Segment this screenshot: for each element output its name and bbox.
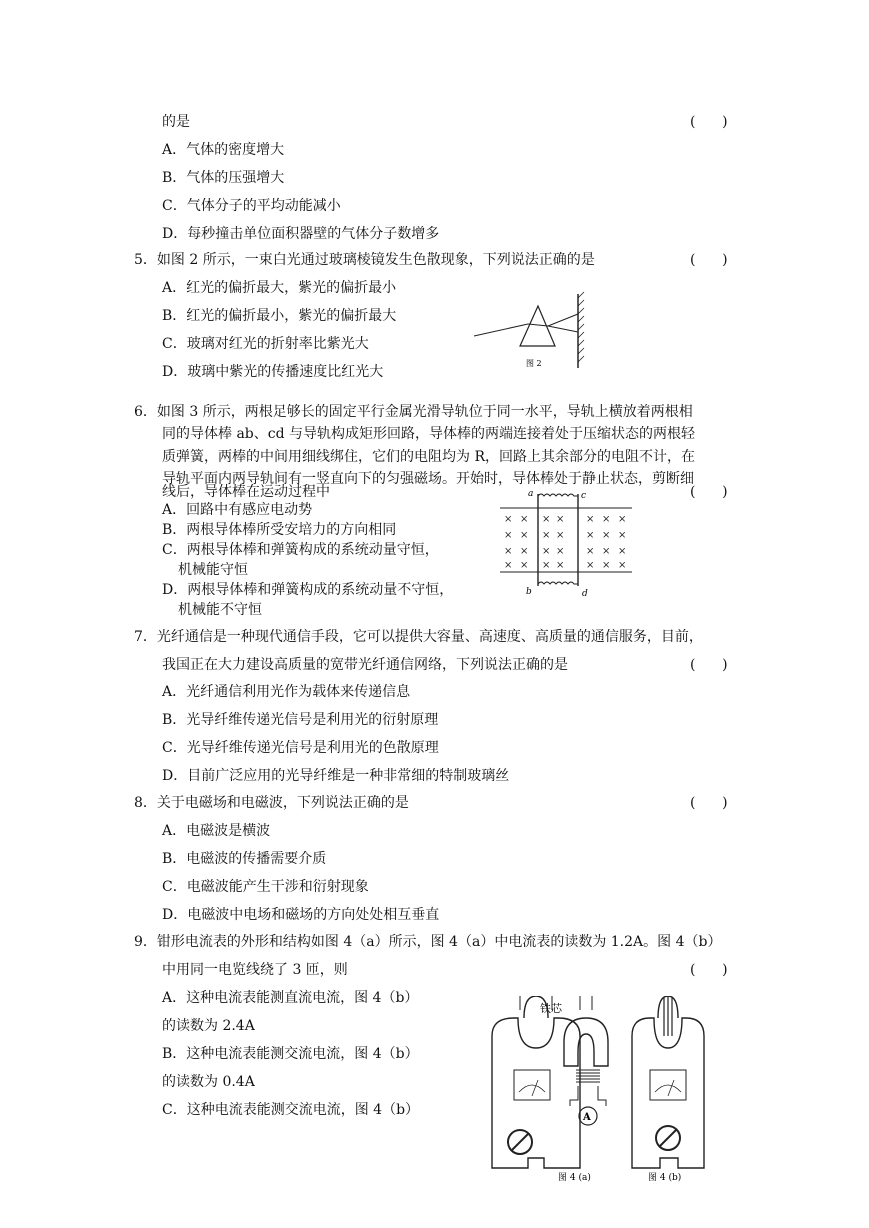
q9-stem-line-1: 9．钳形电流表的外形和结构如图 4（a）所示，图 4（a）中电流表的读数为 1.2A。图 4（b） (134, 934, 722, 950)
q9-option-b: B．这种电流表能测交流电流，图 4（b） (162, 1046, 419, 1062)
q7-stem-line-2: 我国正在大力建设高质量的宽带光纤通信网络，下列说法正确的是 (162, 657, 568, 673)
dispersed-ray-2 (548, 326, 578, 332)
svg-text:×: × (542, 546, 551, 557)
q6-option-c-cont: 机械能守恒 (178, 562, 248, 578)
svg-text:×: × (504, 514, 513, 525)
svg-text:×: × (556, 514, 565, 525)
q6-stem-line-3: 质弹簧，两棒的中间用细线绑住，它们的电阻均为 R，回路上其余部分的电阻不计，在 (162, 449, 695, 465)
q4-answer-paren: ( ) (690, 114, 728, 130)
figure-4a-caption: 图 4 (a) (558, 1173, 591, 1183)
q9-option-a-cont: 的读数为 2.4A (162, 1018, 255, 1034)
svg-text:×: × (602, 514, 611, 525)
label-d: d (582, 589, 588, 599)
figure-4b-caption: 图 4 (b) (648, 1173, 682, 1183)
q9-option-a: A．这种电流表能测直流电流，图 4（b） (162, 990, 419, 1006)
prism-dispersion-figure (470, 288, 600, 372)
q7-answer-paren: ( ) (690, 657, 728, 673)
q9-option-c: C．这种电流表能测交流电流，图 4（b） (162, 1102, 420, 1118)
q5-option-a: A．红光的偏折最大，紫光的偏折最小 (162, 280, 397, 296)
q6-option-d-cont: 机械能不守恒 (178, 602, 262, 618)
upper-spring (538, 494, 578, 496)
svg-text:×: × (586, 530, 595, 541)
iron-core-label: 铁芯 (540, 1002, 562, 1015)
three-turn-cable (664, 996, 672, 1036)
q5-option-d: D．玻璃中紫光的传播速度比红光大 (162, 364, 384, 380)
clamp-ammeter-figure (482, 996, 712, 1186)
q7-option-b: B．光导纤维传递光信号是利用光的衍射原理 (162, 712, 439, 728)
q8-option-b: B．电磁波的传播需要介质 (162, 851, 327, 867)
clamp-meter-b (632, 996, 704, 1168)
q5-option-b: B．红光的偏折最小，紫光的偏折最大 (162, 308, 397, 324)
svg-text:×: × (602, 546, 611, 557)
q6-option-c: C．两根导体棒和弹簧构成的系统动量守恒， (162, 542, 439, 558)
svg-text:×: × (504, 546, 513, 557)
rails-magnetic-field-figure (498, 486, 634, 604)
svg-text:×: × (504, 560, 513, 571)
svg-text:×: × (586, 514, 595, 525)
q7-option-d: D．目前广泛应用的光导纤维是一种非常细的特制玻璃丝 (162, 768, 510, 784)
svg-text:×: × (542, 530, 551, 541)
q6-option-b: B．两根导体棒所受安培力的方向相同 (162, 522, 397, 538)
q8-option-d: D．电磁波中电场和磁场的方向处处相互垂直 (162, 907, 440, 923)
label-c: c (581, 491, 587, 501)
q9-stem-line-2: 中用同一电览线绕了 3 匝，则 (162, 962, 348, 978)
svg-text:×: × (542, 514, 551, 525)
q6-stem-line-1: 6．如图 3 所示，两根足够长的固定平行金属光滑导轨位于同一水平，导轨上横放着两根相 (134, 404, 693, 420)
clamp-meter-a (492, 996, 580, 1168)
svg-text:×: × (586, 546, 595, 557)
q4-option-a: A．气体的密度增大 (162, 142, 285, 158)
svg-text:×: × (618, 560, 627, 571)
svg-text:×: × (520, 560, 529, 571)
ammeter-label: A (583, 1112, 591, 1123)
svg-text:×: × (586, 560, 595, 571)
q9-answer-paren: ( ) (690, 962, 728, 978)
svg-text:×: × (556, 560, 565, 571)
q5-stem: 5．如图 2 所示，一束白光通过玻璃棱镜发生色散现象，下列说法正确的是 (134, 252, 595, 268)
q4-option-c: C．气体分子的平均动能减小 (162, 198, 341, 214)
svg-text:×: × (556, 530, 565, 541)
q7-option-c: C．光导纤维传递光信号是利用光的色散原理 (162, 740, 439, 756)
q6-option-a: A．回路中有感应电动势 (162, 502, 313, 518)
figure-2-caption: 图 2 (526, 359, 542, 368)
dispersed-ray-1 (548, 314, 578, 326)
q6-stem-line-4: 导轨平面内两导轨间有一竖直向下的匀强磁场。开始时，导体棒处于静止状态，剪断细 (162, 471, 694, 487)
q8-stem: 8．关于电磁场和电磁波，下列说法正确的是 (134, 795, 409, 811)
svg-text:×: × (602, 530, 611, 541)
q6-option-d: D．两根导体棒和弹簧构成的系统动量不守恒， (162, 582, 454, 598)
svg-text:×: × (556, 546, 565, 557)
q8-option-a: A．电磁波是横波 (162, 823, 271, 839)
svg-text:×: × (618, 514, 627, 525)
svg-text:×: × (520, 530, 529, 541)
q4-option-b: B．气体的压强增大 (162, 170, 285, 186)
q6-stem-line-2: 同的导体棒 ab、cd 与导轨构成矩形回路，导体棒的两端连接着处于压缩状态的两根轻 (162, 426, 696, 442)
magnetic-field-crosses (504, 514, 626, 571)
q5-answer-paren: ( ) (690, 252, 728, 268)
q9-option-b-cont: 的读数为 0.4A (162, 1074, 255, 1090)
svg-text:×: × (618, 530, 627, 541)
q8-option-c: C．电磁波能产生干涉和衍射现象 (162, 879, 369, 895)
q8-answer-paren: ( ) (690, 795, 728, 811)
q7-option-a: A．光纤通信利用光作为载体来传递信息 (162, 684, 411, 700)
svg-text:×: × (618, 546, 627, 557)
q5-option-c: C．玻璃对红光的折射率比紫光大 (162, 336, 369, 352)
q7-stem-line-1: 7．光纤通信是一种现代通信手段，它可以提供大容量、高速度、高质量的通信服务，目前， (134, 629, 703, 645)
svg-text:×: × (504, 530, 513, 541)
svg-text:×: × (520, 514, 529, 525)
q6-stem-line-5: 线后，导体棒在运动过程中 (162, 484, 330, 500)
q6-answer-paren: ( ) (690, 484, 728, 500)
svg-text:×: × (542, 560, 551, 571)
svg-text:×: × (602, 560, 611, 571)
label-b: b (526, 587, 532, 597)
lower-spring (538, 582, 578, 584)
incident-light-ray (474, 324, 528, 336)
label-a: a (528, 489, 534, 499)
svg-text:×: × (520, 546, 529, 557)
q4-option-d: D．每秒撞击单位面积器壁的气体分子数增多 (162, 226, 440, 242)
q4-stem-tail: 的是 (162, 114, 190, 130)
